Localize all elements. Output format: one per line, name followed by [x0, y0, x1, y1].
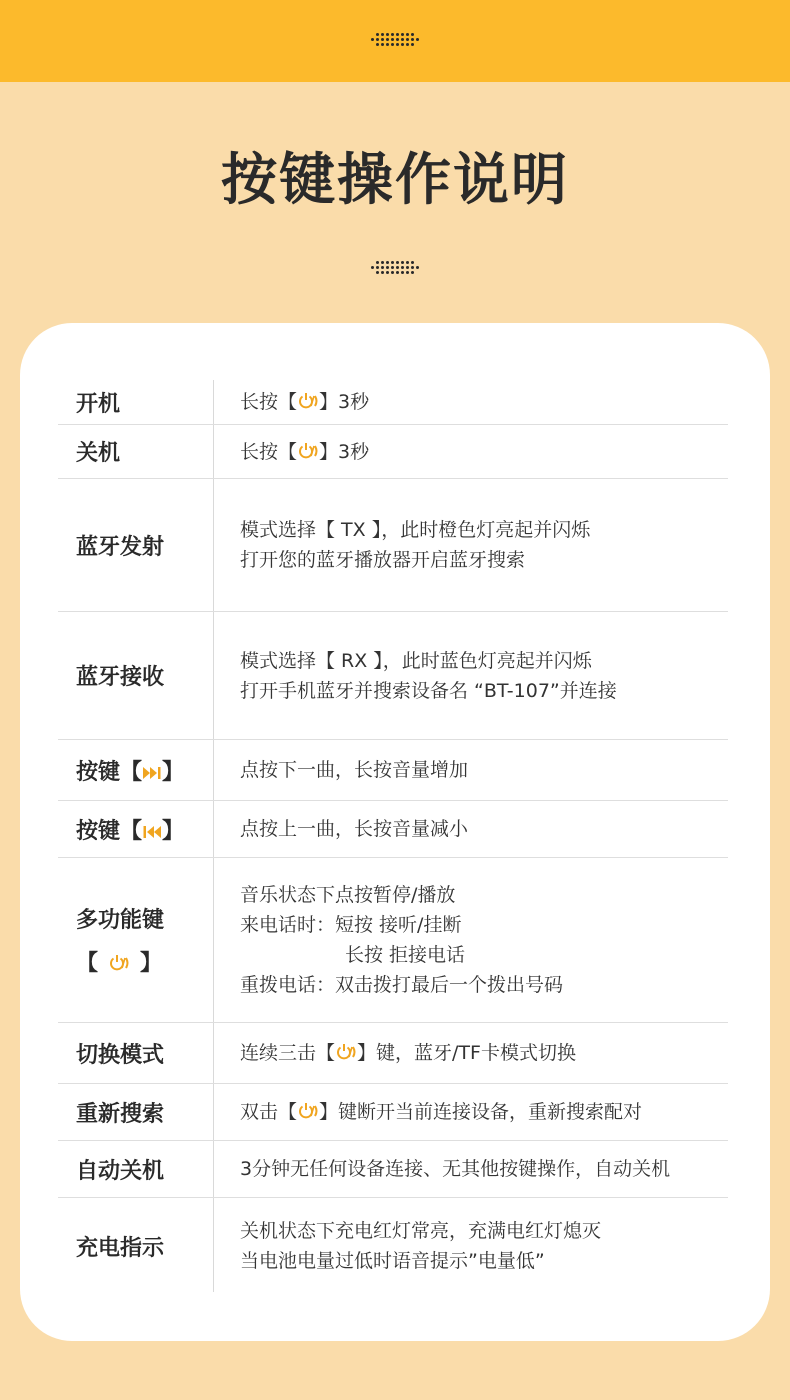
power-call-icon — [297, 442, 319, 460]
row-label: 重新搜索 — [76, 1101, 165, 1127]
row-description: 长按【 】3秒 — [240, 440, 370, 463]
table-row-auto-off — [58, 1141, 728, 1198]
speaker-dots-icon — [372, 256, 418, 278]
table-row-prev-key — [58, 801, 728, 858]
row-description: 长按【 】3秒 — [240, 391, 370, 413]
row-description: 双击【 】键断开当前连接设备，重新搜索配对 — [240, 1101, 643, 1123]
row-label: 蓝牙接收 — [76, 665, 165, 690]
row-label: 充电指示 — [76, 1235, 165, 1261]
power-call-icon — [108, 954, 130, 972]
row-label: 自动关机 — [76, 1158, 165, 1184]
row-label: 按键【 】 — [76, 759, 185, 785]
row-label: 按键【 】 — [76, 818, 185, 844]
table-row-next-key — [58, 740, 728, 801]
row-description: 点按上一曲，长按音量减小 — [240, 818, 469, 840]
power-call-icon — [297, 1102, 319, 1120]
row-description: 关机状态下充电红灯常亮，充满电红灯熄灭 当电池电量过低时语音提示”电量低” — [240, 1220, 602, 1272]
table-row-power-on — [58, 380, 728, 425]
row-label: 关机 — [76, 441, 121, 466]
row-label: 蓝牙发射 — [76, 534, 165, 560]
row-description: 点按下一曲，长按音量增加 — [240, 759, 469, 781]
power-call-icon — [297, 392, 319, 410]
table-row-power-off — [58, 425, 728, 479]
table-row-switch-mode — [58, 1023, 728, 1084]
row-description: 模式选择【 TX 】，此时橙色灯亮起并闪烁 打开您的蓝牙播放器开启蓝牙搜索 — [240, 519, 591, 571]
next-track-icon — [142, 766, 162, 780]
row-label: 多功能键 【 】 — [76, 908, 165, 976]
row-description: 音乐状态下点按暂停/播放 来电话时：短按 接听/挂断 长按 拒接电话 重拨电话：双击拨打最后一个拨出号码 — [240, 884, 564, 996]
table-row-bt-receive — [58, 612, 728, 740]
row-description: 3分钟无任何设备连接、无其他按键操作，自动关机 — [240, 1158, 671, 1180]
row-label: 切换模式 — [76, 1042, 165, 1068]
row-label: 开机 — [76, 391, 121, 417]
table-row-bt-transmit — [58, 479, 728, 612]
table-row-charging — [58, 1198, 728, 1294]
row-description: 连续三击【 】键，蓝牙/TF卡模式切换 — [240, 1042, 576, 1064]
page-title: 按键操作说明 — [221, 148, 569, 213]
row-description: 模式选择【 RX 】，此时蓝色灯亮起并闪烁 打开手机蓝牙并搜索设备名 “BT-107”并连接 — [240, 649, 617, 702]
table-row-research — [58, 1084, 728, 1141]
power-call-icon — [335, 1043, 357, 1061]
table-row-multifunction-key — [58, 858, 728, 1023]
previous-track-icon — [142, 825, 162, 839]
speaker-dots-icon — [372, 28, 418, 50]
